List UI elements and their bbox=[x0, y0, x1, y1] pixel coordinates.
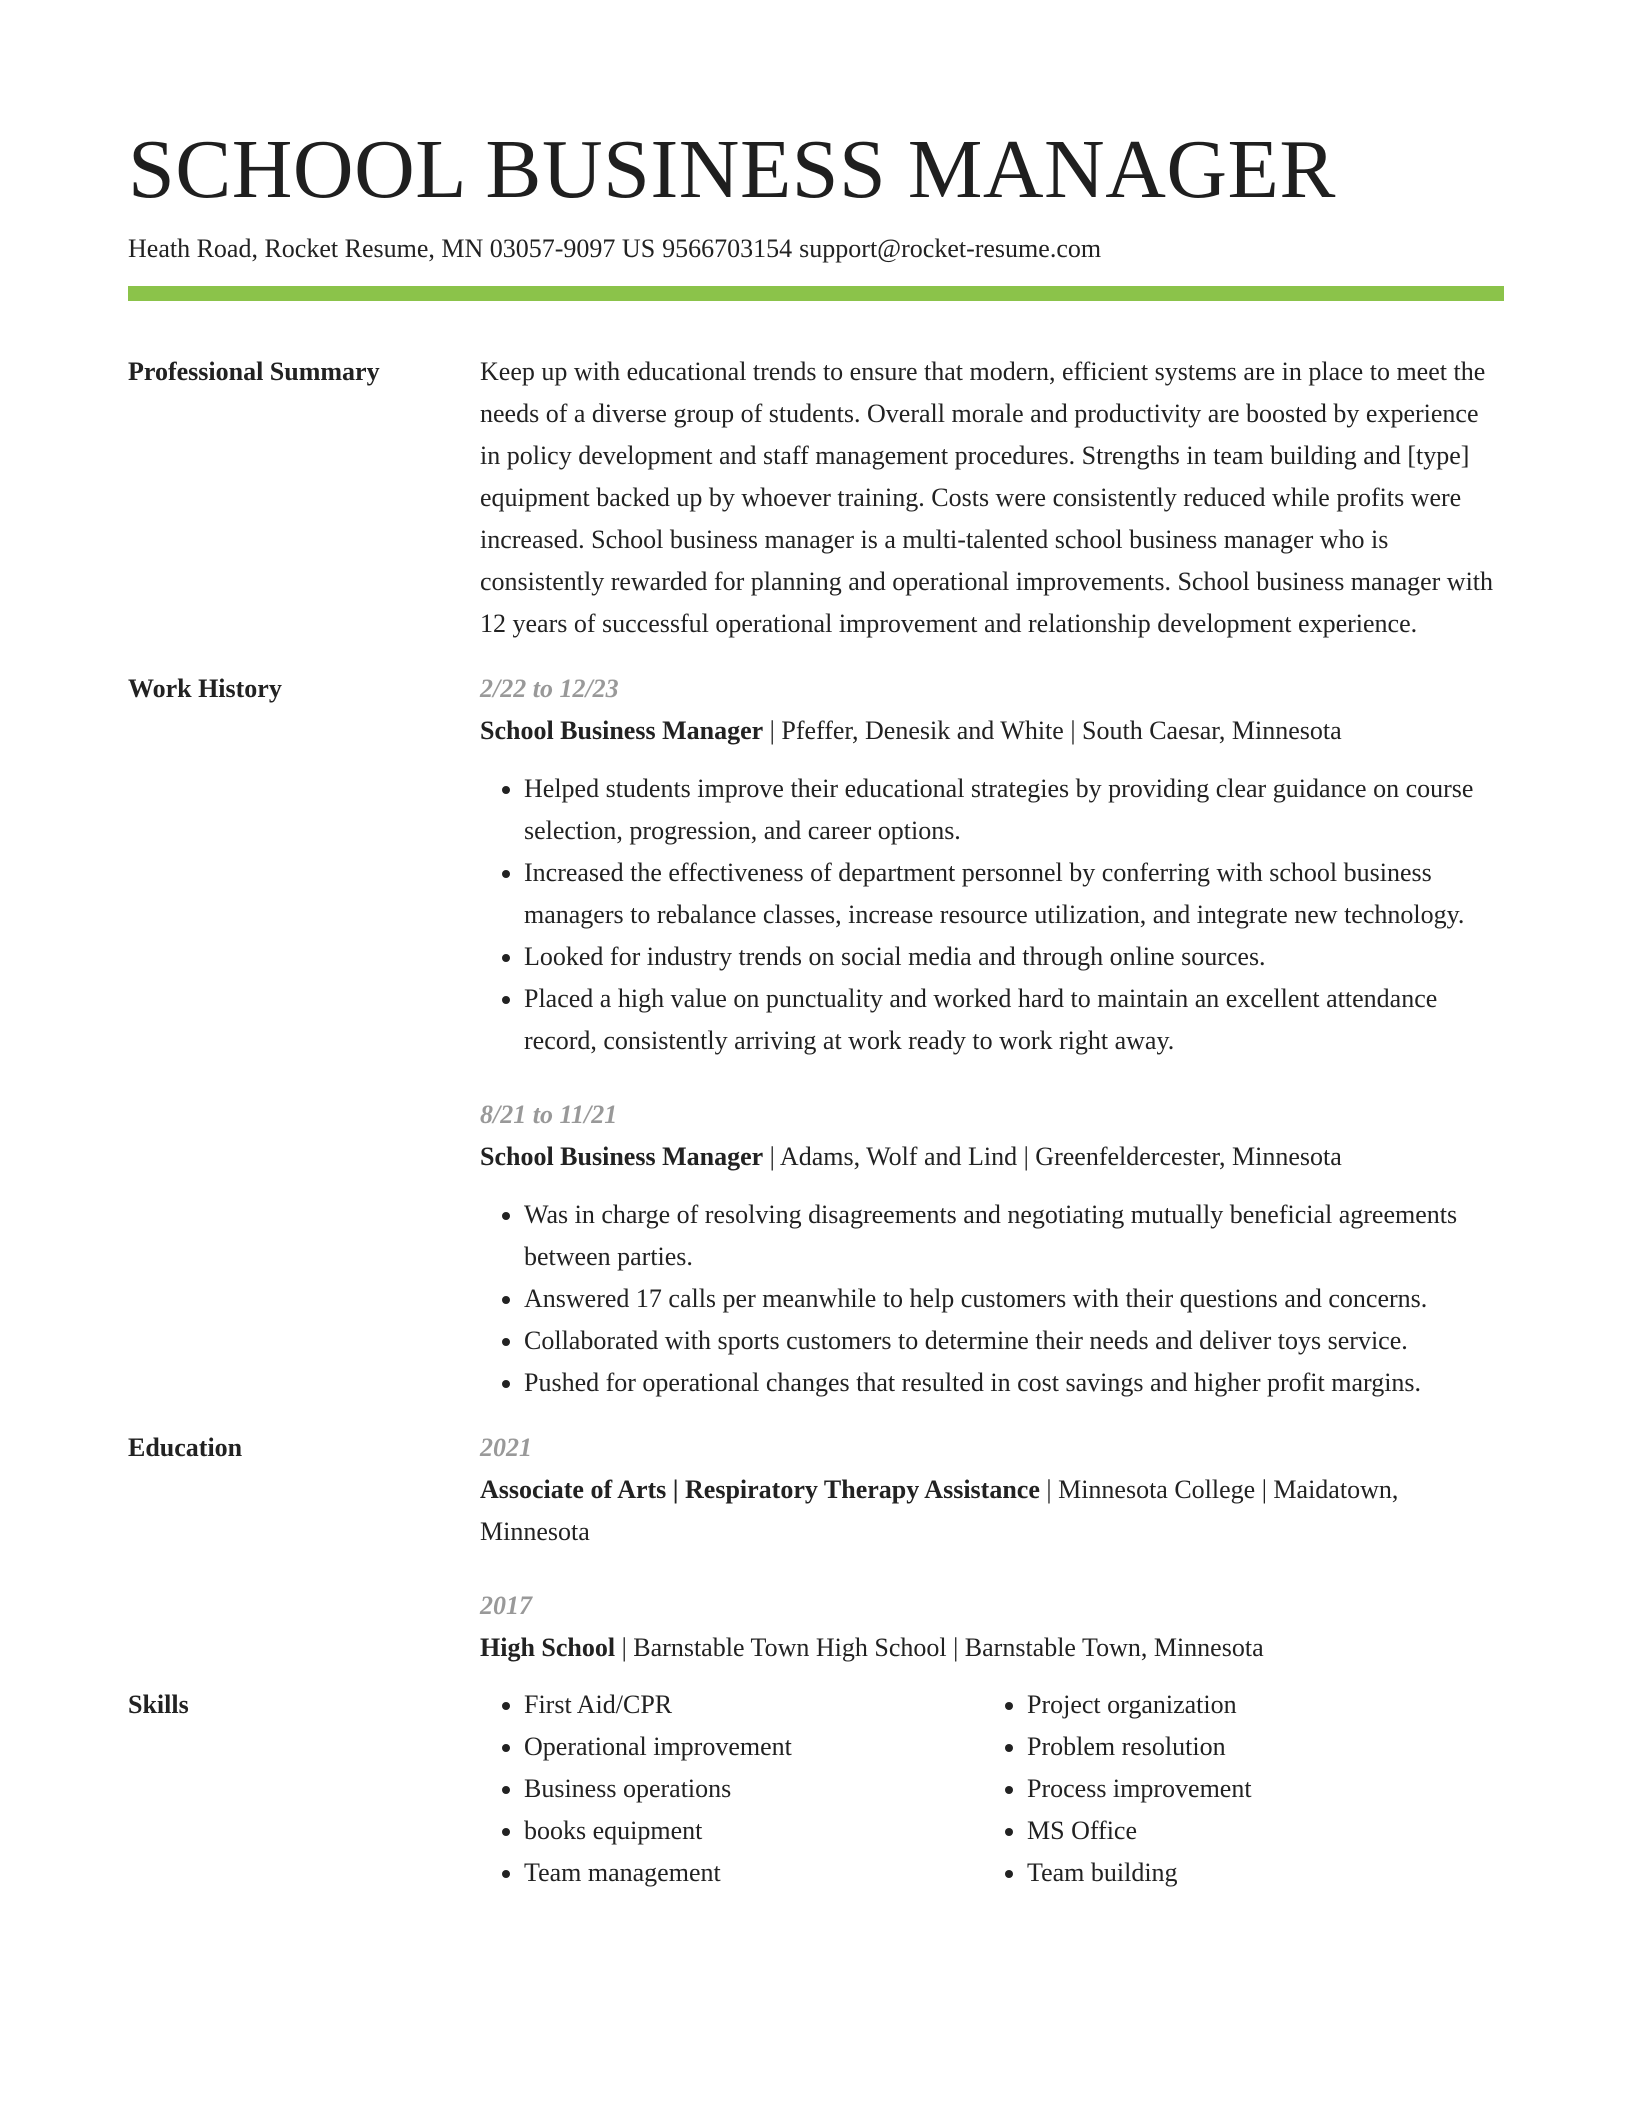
skill-item: • Project organization bbox=[1027, 1684, 1486, 1726]
skill-item: • Business operations bbox=[524, 1768, 983, 1810]
education-details: | Barnstable Town High School | Barnstable Town, Minnesota bbox=[615, 1633, 1264, 1662]
skills-heading: Skills bbox=[128, 1690, 189, 1719]
work-history-heading: Work History bbox=[128, 674, 282, 703]
job-bullet: • Increased the effectiveness of department personnel by conferring with school business managers to rebalance classes, increase resource utilization, and integrate new technology. bbox=[524, 852, 1504, 936]
contact-email: support@rocket-resume.com bbox=[799, 234, 1102, 263]
job-details: | Adams, Wolf and Lind | Greenfeldercester, Minnesota bbox=[763, 1142, 1342, 1171]
contact-address: Heath Road, Rocket Resume, MN 03057-9097 US bbox=[128, 234, 656, 263]
skill-item: • MS Office bbox=[1027, 1810, 1486, 1852]
skill-item: • Team building bbox=[1027, 1852, 1486, 1894]
contact-line bbox=[128, 231, 1504, 267]
resume-name: SCHOOL BUSINESS MANAGER bbox=[128, 123, 1336, 216]
job-entry bbox=[480, 1094, 1504, 1404]
summary-text: Keep up with educational trends to ensure that modern, efficient systems are in place to meet the needs of a diverse group of students. Overall morale and productivity are boosted by experience in policy development and staff management procedures. Strengths in team building and [type] equipment backed up by whoever training. Costs were consistently reduced while profits were increased. School business manager is a multi-talented school business manager who is consistently rewarded for planning and operational improvements. School business manager with 12 years of successful operational improvement and relationship development experience. bbox=[480, 357, 1494, 638]
skills-list-left bbox=[480, 1684, 983, 1894]
education-date: 2021 bbox=[480, 1433, 532, 1462]
education-line bbox=[480, 1627, 1504, 1669]
job-bullet: • Pushed for operational changes that resulted in cost savings and higher profit margins. bbox=[524, 1362, 1504, 1404]
education-section bbox=[128, 1427, 1504, 1669]
job-title: School Business Manager bbox=[480, 1142, 764, 1171]
header-divider bbox=[128, 286, 1504, 301]
work-history-section bbox=[128, 668, 1504, 1404]
education-heading: Education bbox=[128, 1433, 243, 1462]
skill-item: • First Aid/CPR bbox=[524, 1684, 983, 1726]
contact-phone: 9566703154 bbox=[662, 234, 793, 263]
skill-item: • Operational improvement bbox=[524, 1726, 983, 1768]
job-date: 2/22 to 12/23 bbox=[480, 674, 619, 703]
job-bullet: • Answered 17 calls per meanwhile to help customers with their questions and concerns. bbox=[524, 1278, 1504, 1320]
resume-page bbox=[128, 120, 1504, 1894]
education-line bbox=[480, 1469, 1504, 1553]
job-bullet: • Collaborated with sports customers to determine their needs and deliver toys service. bbox=[524, 1320, 1504, 1362]
education-entry bbox=[480, 1427, 1504, 1553]
education-degree: Associate of Arts | Respiratory Therapy Assistance bbox=[480, 1475, 1040, 1504]
skill-item: • Problem resolution bbox=[1027, 1726, 1486, 1768]
education-entry bbox=[480, 1585, 1504, 1669]
skill-item: • Process improvement bbox=[1027, 1768, 1486, 1810]
education-degree: High School bbox=[480, 1633, 616, 1662]
job-bullet: • Looked for industry trends on social media and through online sources. bbox=[524, 936, 1504, 978]
job-title-line bbox=[480, 710, 1504, 752]
skills-columns bbox=[480, 1684, 1504, 1894]
job-title: School Business Manager bbox=[480, 716, 764, 745]
job-bullet: • Helped students improve their educational strategies by providing clear guidance on course selection, progression, and career options. bbox=[524, 768, 1504, 852]
skills-section bbox=[128, 1684, 1504, 1894]
education-date: 2017 bbox=[480, 1591, 532, 1620]
job-bullets bbox=[480, 1194, 1504, 1404]
skill-item: • books equipment bbox=[524, 1810, 983, 1852]
education-details: | Minnesota College | Maidatown, Minnesota bbox=[480, 1475, 1399, 1546]
job-bullet: • Placed a high value on punctuality and worked hard to maintain an excellent attendance record, consistently arriving at work ready to work right away. bbox=[524, 978, 1504, 1062]
skills-list-right bbox=[983, 1684, 1486, 1894]
job-title-line bbox=[480, 1136, 1504, 1178]
job-bullets bbox=[480, 768, 1504, 1062]
job-details: | Pfeffer, Denesik and White | South Caesar, Minnesota bbox=[763, 716, 1342, 745]
summary-section bbox=[128, 351, 1504, 645]
skill-item: • Team management bbox=[524, 1852, 983, 1894]
job-entry bbox=[480, 668, 1504, 1062]
summary-heading: Professional Summary bbox=[128, 357, 380, 386]
job-bullet: • Was in charge of resolving disagreements and negotiating mutually beneficial agreements between parties. bbox=[524, 1194, 1504, 1278]
job-date: 8/21 to 11/21 bbox=[480, 1100, 618, 1129]
